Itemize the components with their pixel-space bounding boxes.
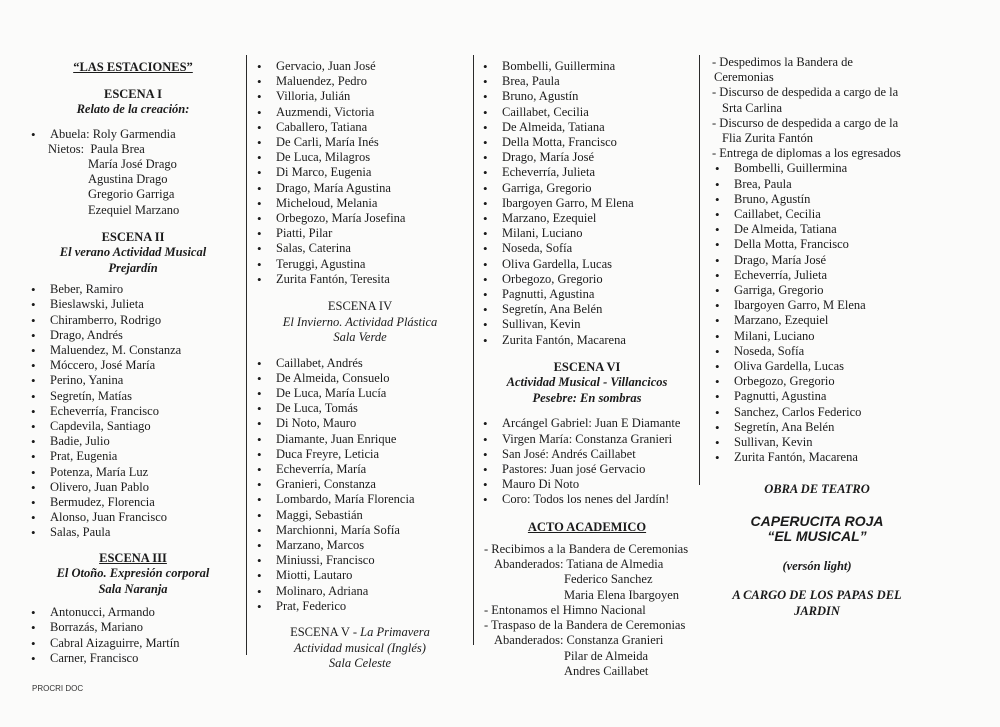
- acto-line: - Entonamos el Himno Nacional: [484, 602, 646, 617]
- column-3: [480, 59, 694, 679]
- list-item: • Pagnutti, Agustina: [712, 389, 922, 404]
- list-item: • Badie, Julio: [28, 434, 238, 449]
- list-item: • Noseda, Sofía: [480, 241, 694, 256]
- list-item: • Bombelli, Guillermina: [712, 161, 922, 176]
- list-item: • Pagnutti, Agustina: [480, 287, 694, 302]
- escena-1-cast: [28, 127, 238, 142]
- list-item: • Zurita Fantón, Macarena: [480, 333, 694, 348]
- cargo-line-2: JARDIN: [794, 603, 840, 618]
- list-item: • Antonucci, Armando: [28, 605, 238, 620]
- list-item: • Della Motta, Francisco: [480, 135, 694, 150]
- list-item: • Milani, Luciano: [480, 226, 694, 241]
- acto-line: Abanderados: Constanza Granieri: [494, 633, 664, 648]
- list-item: • Bombelli, Guillermina: [480, 59, 694, 74]
- list-item: • Carner, Francisco: [28, 651, 238, 666]
- list-item: • Caillabet, Cecilia: [712, 207, 922, 222]
- list-item: • Prat, Federico: [254, 599, 466, 614]
- program-title: “LAS ESTACIONES”: [73, 60, 193, 74]
- list-item: • Oliva Gardella, Lucas: [712, 359, 922, 374]
- list-item: • Cabral Aizaguirre, Martín: [28, 636, 238, 651]
- list-item: • Echeverría, Julieta: [712, 268, 922, 283]
- list-item: • Teruggi, Agustina: [254, 257, 466, 272]
- escena-3-list-continued: [254, 59, 466, 287]
- list-item: • Segretín, Matías: [28, 389, 238, 404]
- list-item: • Pastores: Juan josé Gervacio: [480, 462, 694, 477]
- list-item: • Sullivan, Kevin: [712, 435, 922, 450]
- nietos-line: [48, 142, 238, 157]
- step-line: - Discurso de despedida a cargo de la: [712, 85, 899, 100]
- escena-1-heading: ESCENA I: [103, 86, 162, 101]
- acto-line: Pilar de Almeida: [564, 648, 649, 663]
- list-item: • Abuela: Roly Garmendia: [28, 127, 238, 142]
- list-item: • Gervacio, Juan José: [254, 59, 466, 74]
- list-item: • Bruno, Agustín: [480, 89, 694, 104]
- acto-line: - Recibimos a la Bandera de Ceremonias: [484, 542, 689, 557]
- list-item: • Ibargoyen Garro, M Elena: [712, 298, 922, 313]
- list-item: • Coro: Todos los nenes del Jardín!: [480, 492, 694, 507]
- play-subtitle: “EL MUSICAL”: [767, 528, 867, 545]
- escena-3-heading: ESCENA III: [99, 550, 167, 565]
- escena-3-list: [28, 605, 238, 666]
- escena-3-subtitle: El Otoño. Expresión corporal: [56, 566, 210, 581]
- acto-academico-lines: [484, 542, 694, 679]
- column-4: [712, 55, 922, 619]
- column-divider-2: [473, 55, 474, 645]
- acto-line: Maria Elena Ibargoyen: [564, 587, 679, 602]
- list-item: • De Almeida, Tatiana: [480, 120, 694, 135]
- list-item: • Marzano, Marcos: [254, 538, 466, 553]
- escena-5-subtitle: Actividad musical (Inglés): [294, 640, 426, 655]
- escena-4-subtitle: El Invierno. Actividad Plástica: [282, 314, 438, 329]
- list-item: • Marchionni, María Sofía: [254, 523, 466, 538]
- list-item: • Duca Freyre, Leticia: [254, 447, 466, 462]
- list-item: • Piatti, Pilar: [254, 226, 466, 241]
- list-item: • Caillabet, Andrés: [254, 356, 466, 371]
- step-line: Srta Carlina: [722, 100, 783, 115]
- list-item: • Bruno, Agustín: [712, 192, 922, 207]
- acto-academico-heading: ACTO ACADEMICO: [527, 519, 647, 534]
- acto-line: Federico Sanchez: [564, 572, 653, 587]
- list-item: • Salas, Caterina: [254, 241, 466, 256]
- escena-1-subtitle: Relato de la creación:: [76, 102, 190, 116]
- nietos-block: [48, 142, 238, 218]
- list-item: • Caillabet, Cecilia: [480, 105, 694, 120]
- escena-4-heading: ESCENA IV: [327, 299, 393, 314]
- step-line: Ceremonias: [714, 70, 774, 85]
- acto-line: Abanderados: Tatiana de Almedia: [494, 557, 664, 572]
- list-item: Gregorio Garriga: [88, 187, 175, 202]
- escena-5-heading: [254, 625, 466, 641]
- list-item: • Olivero, Juan Pablo: [28, 480, 238, 495]
- list-item: • Miniussi, Francisco: [254, 553, 466, 568]
- list-item: • Garriga, Gregorio: [480, 181, 694, 196]
- list-item: • Marzano, Ezequiel: [712, 313, 922, 328]
- list-item: • Maluendez, M. Constanza: [28, 343, 238, 358]
- list-item: • Drago, María José: [712, 253, 922, 268]
- ceremony-steps: [712, 55, 922, 161]
- escena-3-room: Sala Naranja: [98, 581, 168, 596]
- list-item: • Orbegozo, Gregorio: [712, 374, 922, 389]
- version-note: (versón light): [782, 558, 852, 573]
- graduates-list: [712, 161, 922, 465]
- column-2: [254, 59, 466, 672]
- list-item: • Beber, Ramiro: [28, 282, 238, 297]
- escena-4-room: Sala Verde: [333, 330, 387, 345]
- nietos-label: Nietos:: [48, 141, 85, 156]
- list-item: • Orbegozo, Gregorio: [480, 272, 694, 287]
- list-item: • Echeverría, Julieta: [480, 165, 694, 180]
- list-item: • Di Noto, Mauro: [254, 416, 466, 431]
- escena-5-list: [480, 59, 694, 348]
- list-item: • De Luca, María Lucía: [254, 386, 466, 401]
- list-item: Agustina Drago: [88, 172, 168, 187]
- list-item: • Chiramberro, Rodrigo: [28, 313, 238, 328]
- list-item: • Echeverría, María: [254, 462, 466, 477]
- list-item: María José Drago: [88, 156, 177, 171]
- list-item: • Sullivan, Kevin: [480, 317, 694, 332]
- list-item: • Oliva Gardella, Lucas: [480, 257, 694, 272]
- list-item: • Potenza, María Luz: [28, 465, 238, 480]
- list-item: • De Luca, Milagros: [254, 150, 466, 165]
- list-item: • Noseda, Sofía: [712, 344, 922, 359]
- acto-line: - Traspaso de la Bandera de Ceremonias: [484, 618, 686, 633]
- list-item: • Echeverría, Francisco: [28, 404, 238, 419]
- list-item: • Móccero, José María: [28, 358, 238, 373]
- escena-6-heading: ESCENA VI: [553, 359, 621, 374]
- list-item: • Di Marco, Eugenia: [254, 165, 466, 180]
- list-item: • Mauro Di Noto: [480, 477, 694, 492]
- list-item: • Drago, Andrés: [28, 328, 238, 343]
- step-line: - Discurso de despedida a cargo de la: [712, 115, 899, 130]
- list-item: • Virgen María: Constanza Granieri: [480, 432, 694, 447]
- escena-6-pesebre: Pesebre: En sombras: [532, 390, 642, 405]
- list-item: • Sanchez, Carlos Federico: [712, 405, 922, 420]
- list-item: • Garriga, Gregorio: [712, 283, 922, 298]
- step-line: Flia Zurita Fantón: [722, 131, 813, 146]
- footer-label: PROCRI DOC: [32, 684, 84, 693]
- escena-4-list: [254, 356, 466, 614]
- list-item: • Maggi, Sebastián: [254, 508, 466, 523]
- list-item: • Zurita Fantón, Teresita: [254, 272, 466, 287]
- list-item: • De Almeida, Consuelo: [254, 371, 466, 386]
- step-line: - Despedimos la Bandera de: [712, 55, 853, 69]
- list-item: • Della Motta, Francisco: [712, 237, 922, 252]
- list-item: • Orbegozo, María Josefina: [254, 211, 466, 226]
- list-item: • Brea, Paula: [480, 74, 694, 89]
- list-item: • Marzano, Ezequiel: [480, 211, 694, 226]
- escena-5-room: Sala Celeste: [328, 656, 392, 670]
- list-item: • Alonso, Juan Francisco: [28, 510, 238, 525]
- list-item: • De Luca, Tomás: [254, 401, 466, 416]
- list-item: • San José: Andrés Caillabet: [480, 447, 694, 462]
- list-item: • Diamante, Juan Enrique: [254, 432, 466, 447]
- list-item: • Villoria, Julián: [254, 89, 466, 104]
- list-item: • Micheloud, Melania: [254, 196, 466, 211]
- acto-line: Andres Caillabet: [564, 663, 649, 678]
- escena-2-heading: ESCENA II: [101, 229, 165, 244]
- list-item: • Arcángel Gabriel: Juan E Diamante: [480, 416, 694, 431]
- list-item: • Granieri, Constanza: [254, 477, 466, 492]
- column-1: [28, 56, 238, 666]
- list-item: • Segretín, Ana Belén: [480, 302, 694, 317]
- list-item: • Bermudez, Florencia: [28, 495, 238, 510]
- list-item: Ezequiel Marzano: [88, 202, 180, 217]
- list-item: • Prat, Eugenia: [28, 449, 238, 464]
- list-item: • Lombardo, María Florencia: [254, 492, 466, 507]
- list-item: • Drago, María José: [480, 150, 694, 165]
- list-item: • Maluendez, Pedro: [254, 74, 466, 89]
- list-item: • Ibargoyen Garro, M Elena: [480, 196, 694, 211]
- list-item: • Bieslawski, Julieta: [28, 297, 238, 312]
- obra-de-teatro-heading: OBRA DE TEATRO: [764, 482, 870, 497]
- list-item: • De Carli, María Inés: [254, 135, 466, 150]
- list-item: • Zurita Fantón, Macarena: [712, 450, 922, 465]
- list-item: • Molinaro, Adriana: [254, 584, 466, 599]
- list-item: • Salas, Paula: [28, 525, 238, 540]
- escena-5-label: ESCENA V -: [290, 625, 361, 639]
- list-item: • Brea, Paula: [712, 177, 922, 192]
- column-divider-3: [699, 55, 700, 485]
- cargo-line-1: A CARGO DE LOS PAPAS DEL: [732, 588, 902, 603]
- play-title: CAPERUCITA ROJA: [750, 512, 884, 529]
- list-item: • Milani, Luciano: [712, 329, 922, 344]
- list-item: • Segretín, Ana Belén: [712, 420, 922, 435]
- list-item: • De Almeida, Tatiana: [712, 222, 922, 237]
- escena-2-list: [28, 282, 238, 540]
- list-item: • Perino, Yanina: [28, 373, 238, 388]
- list-item: • Borrazás, Mariano: [28, 620, 238, 635]
- escena-2-room: Prejardín: [108, 260, 158, 275]
- escena-2-subtitle: El verano Actividad Musical: [59, 245, 207, 260]
- list-item: • Capdevila, Santiago: [28, 419, 238, 434]
- escena-6-subtitle: Actividad Musical - Villancicos: [506, 375, 668, 390]
- list-item: • Miotti, Lautaro: [254, 568, 466, 583]
- column-divider-1: [246, 55, 247, 655]
- escena-5-season: La Primavera: [360, 625, 430, 639]
- step-line: - Entrega de diplomas a los egresados: [712, 146, 901, 161]
- list-item: • Caballero, Tatiana: [254, 120, 466, 135]
- list-item: • Auzmendi, Victoria: [254, 105, 466, 120]
- list-item: • Drago, María Agustina: [254, 181, 466, 196]
- escena-6-list: [480, 416, 694, 507]
- list-item: Paula Brea: [90, 141, 145, 156]
